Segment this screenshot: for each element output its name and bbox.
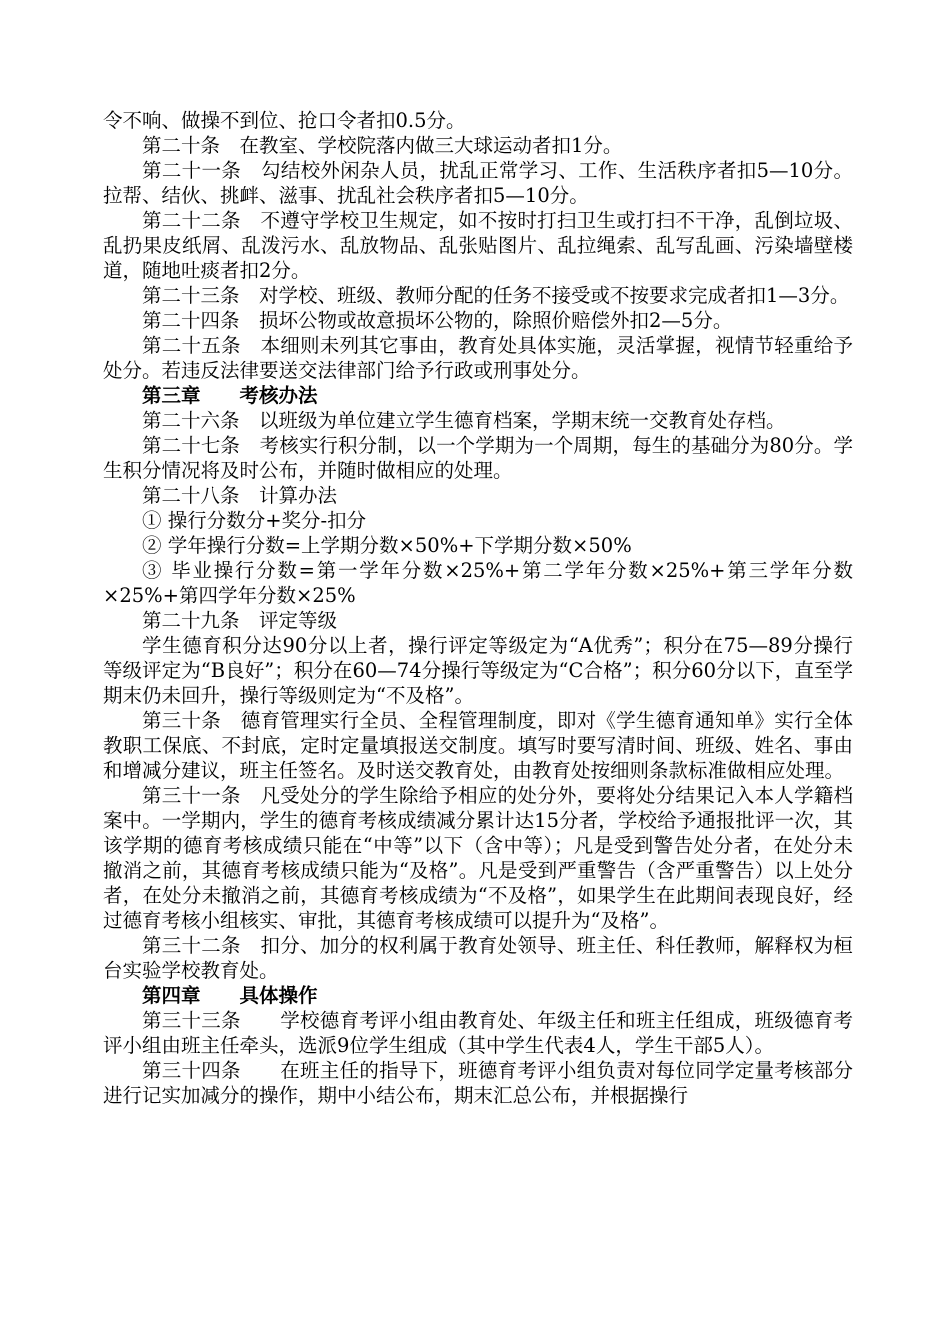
grading-rules: 学生德育积分达90分以上者，操行评定等级定为“A优秀”；积分在75—89分操行等级评定为“B良好”；积分在60—74分操行等级定为“C合格”；积分60分以下，直至学期末仍未回升，操行等级则定为“不及格”。 xyxy=(103,634,853,707)
article-26: 第二十六条 以班级为单位建立学生德育档案，学期末统一交教育处存档。 xyxy=(142,409,786,432)
article-22: 第二十二条 不遵守学校卫生规定，如不按时打扫卫生或打扫不干净，乱倒垃圾、乱扔果皮纸屑、乱泼污水、乱放物品、乱张贴图片、乱拉绳索、乱写乱画、污染墙壁楼道，随地吐痰者扣2分。 xyxy=(103,209,853,282)
chapter-4-heading: 第四章 具体操作 xyxy=(142,984,318,1007)
article-31: 第三十一条 凡受处分的学生除给予相应的处分外，要将处分结果记入本人学籍档案中。一学期内，学生的德育考核成绩减分累计达15分者，学校给予通报批评一次，其该学期的德育考核成绩只能在“中等”以下（含中等）；凡是受到警告处分者，在处分未撤消之前，其德育考核成绩只能为“及格”。凡是受到严重警告（含严重警告）以上处分者，在处分未撤消之前，其德育考核成绩为“不及格”，如果学生在此期间表现良好，经过德育考核小组核实、审批，其德育考核成绩可以提升为“及格”。 xyxy=(103,784,853,932)
article-28: 第二十八条 计算办法 xyxy=(142,484,338,507)
article-32: 第三十二条 扣分、加分的权利属于教育处领导、班主任、科任教师，解释权为桓台实验学校教育处。 xyxy=(103,934,853,982)
article-33: 第三十三条 学校德育考评小组由教育处、年级主任和班主任组成，班级德育考评小组由班主任牵头，选派9位学生组成（其中学生代表4人，学生干部5人）。 xyxy=(103,1009,853,1057)
article-21: 第二十一条 勾结校外闲杂人员，扰乱正常学习、工作、生活秩序者扣5—10分。拉帮、结伙、挑衅、滋事、扰乱社会秩序者扣5—10分。 xyxy=(103,159,853,207)
article-29: 第二十九条 评定等级 xyxy=(142,609,338,632)
article-20: 第二十条 在教室、学校院落内做三大球运动者扣1分。 xyxy=(142,134,623,157)
article-25: 第二十五条 本细则未列其它事由，教育处具体实施，灵活掌握，视情节轻重给予处分。若违反法律要送交法律部门给予行政或刑事处分。 xyxy=(103,334,853,382)
article-23: 第二十三条 对学校、班级、教师分配的任务不接受或不按要求完成者扣1—3分。 xyxy=(142,284,850,307)
article-34: 第三十四条 在班主任的指导下，班德育考评小组负责对每位同学定量考核部分进行记实加减分的操作，期中小结公布，期末汇总公布，并根据操行 xyxy=(103,1059,853,1107)
article-27: 第二十七条 考核实行积分制，以一个学期为一个周期，每生的基础分为80分。学生积分情况将及时公布，并随时做相应的处理。 xyxy=(103,434,853,482)
document-page xyxy=(103,108,853,1108)
formula-2: ② 学年操行分数=上学期分数×50%+下学期分数×50% xyxy=(142,534,632,557)
article-30: 第三十条 德育管理实行全员、全程管理制度，即对《学生德育通知单》实行全体教职工保底、不封底，定时定量填报送交制度。填写时要写清时间、班级、姓名、事由和增减分建议，班主任签名。及时送交教育处，由教育处按细则条款标准做相应处理。 xyxy=(103,709,853,782)
chapter-3-heading: 第三章 考核办法 xyxy=(142,384,318,407)
paragraph-continuation: 令不响、做操不到位、抢口令者扣0.5分。 xyxy=(103,109,466,132)
formula-3: ③ 毕业操行分数=第一学年分数×25%+第二学年分数×25%+第三学年分数×25%+第四学年分数×25% xyxy=(103,559,853,607)
article-24: 第二十四条 损坏公物或故意损坏公物的，除照价赔偿外扣2—5分。 xyxy=(142,309,733,332)
formula-1: ① 操行分数分+奖分-扣分 xyxy=(142,509,367,532)
